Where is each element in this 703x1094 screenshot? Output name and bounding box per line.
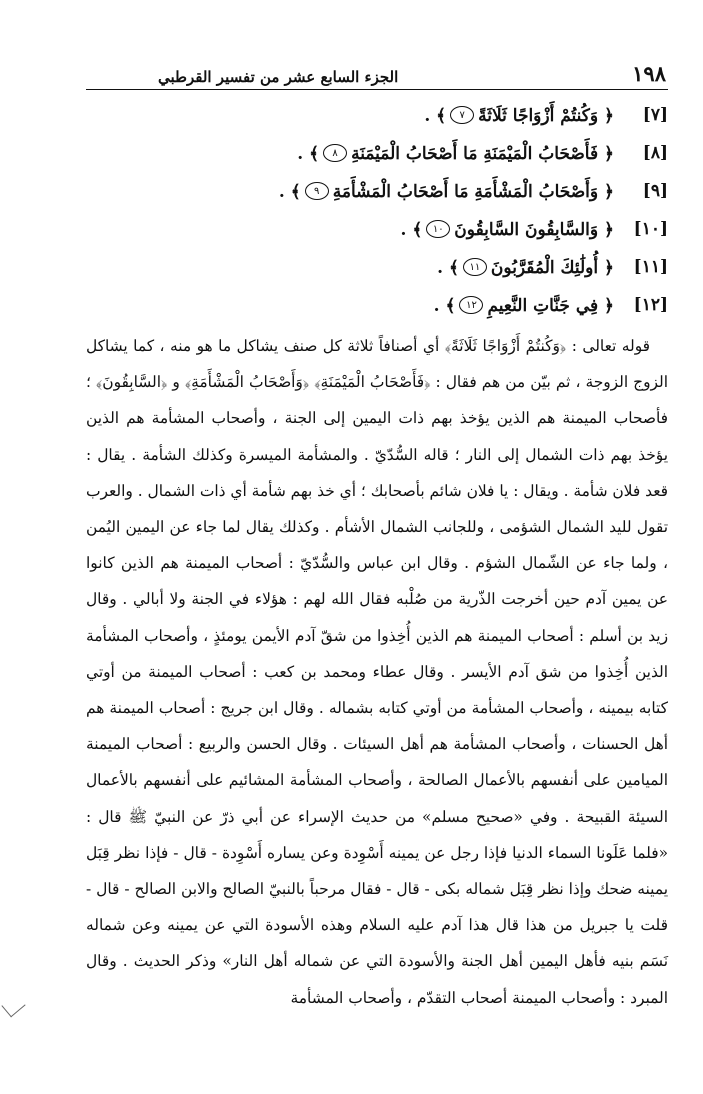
ayah-end-marker: ١٠ xyxy=(426,220,450,238)
running-title: الجزء السابع عشر من تفسير القرطبي xyxy=(158,68,399,86)
verse-number: [٧] xyxy=(642,105,668,125)
verse-text: ﴿ وَأَصْحَابُ الْمَشْأَمَةِ مَا أَصْحَابُ الْمَشْأَمَةِ xyxy=(332,181,614,202)
verse-close: ﴾ . xyxy=(297,143,320,164)
verse-number: [٩] xyxy=(642,181,668,201)
page-number: ١٩٨ xyxy=(632,61,666,86)
verse-text: ﴿ فَأَصْحَابُ الْمَيْمَنَةِ مَا أَصْحَابُ الْمَيْمَنَةِ xyxy=(351,143,614,164)
ayah-end-marker: ٨ xyxy=(323,144,347,162)
book-page xyxy=(86,56,668,1066)
page-corner-mark xyxy=(1,994,25,1018)
verse-line xyxy=(86,134,668,172)
verse-line xyxy=(86,248,668,286)
verse-line xyxy=(86,210,668,248)
commentary-body xyxy=(86,328,668,1016)
ayah-end-marker: ١٢ xyxy=(459,296,483,314)
verse-number: [١٠] xyxy=(633,219,668,239)
page-header xyxy=(86,56,668,90)
verse-line xyxy=(86,286,668,324)
verse-list xyxy=(86,96,668,324)
verse-close: ﴾ . xyxy=(433,295,456,316)
verse-line xyxy=(86,96,668,134)
verse-close: ﴾ . xyxy=(278,181,301,202)
verse-number: [٨] xyxy=(642,143,668,163)
commentary-paragraph: قوله تعالى : ﴿وَكُنتُمْ أَزْوَاجًا ثَلَاثَةً﴾ أي أصنافاً ثلاثة كل صنف يشاكل ما هو منه ، كما يشاكل الزوج الزوجة ، ثم بيّن من هم فقال : ﴿فَأَصْحَابُ الْمَيْمَنَةِ﴾ ﴿وَأَصْحَابُ الْمَشْأَمَةِ﴾ و ﴿السَّابِقُونَ﴾ ؛ فأصحاب الميمنة هم الذين يؤخذ بهم ذات اليمين إلى الجنة ، وأصحاب المشأمة هم الذين يؤخذ بهم ذات الشمال إلى النار ؛ قاله السُّدّيّ . والمشأمة الميسرة وكذلك الشأمة . يقال : قعد فلان شأمة . ويقال : يا فلان شائم بأصحابك ؛ أي خذ بهم شأمة أي ذات الشمال . والعرب تقول لليد الشمال الشؤمى ، وللجانب الشمال الأشأم . وكذلك يقال لما جاء عن اليمين اليُمن ، ولما جاء عن الشّمال الشؤم . وقال ابن عباس والسُّدّيّ : أصحاب الميمنة هم الذين كانوا عن يمين آدم حين أخرجت الذّرية من صُلْبه فقال الله لهم : هؤلاء في الجنة ولا أبالي . وقال زيد بن أسلم : أصحاب الميمنة هم الذين أُخِذوا من شقّ آدم الأيمن يومئذٍ ، وأصحاب المشأمة الذين أُخِذوا من شق آدم الأيسر . وقال عطاء ومحمد بن كعب : أصحاب الميمنة من أوتي كتابه بيمينه ، وأصحاب المشأمة من أوتي كتابه بشماله . وقال ابن جريج : أصحاب الميمنة هم أهل الحسنات ، وأصحاب المشأمة هم أهل السيئات . وقال الحسن والربيع : أصحاب الميمنة الميامين على أنفسهم بالأعمال الصالحة ، وأصحاب المشأمة المشائيم على أنفسهم بالأعمال السيئة القبيحة . وفي «صحيح مسلم» من حديث الإسراء عن أبي ذرّ عن النبيّ ﷺ قال : «فلما عَلَونا السماء الدنيا فإذا رجل عن يمينه أَسْوِدة وعن يساره أَسْوِدة - قال - فإذا نظر قِبَل يمينه ضحك وإذا نظر قِبَل شماله بكى - قال - فقال مرحباً بالنبيّ الصالح والابن الصالح - قال - قلت يا جبريل من هذا قال هذا آدم عليه السلام وهذه الأسودة التي عن يمينه وعن شماله نَسَم بنيه فأهل اليمين أهل الجنة والأسودة التي عن شماله أهل النار» وذكر الحديث . وقال المبرد : وأصحاب الميمنة أصحاب التقدّم ، وأصحاب المشأمة xyxy=(86,337,668,1007)
verse-number: [١٢] xyxy=(633,295,668,315)
verse-line xyxy=(86,172,668,210)
verse-close: ﴾ . xyxy=(424,105,447,126)
verse-close: ﴾ . xyxy=(400,219,423,240)
ayah-end-marker: ١١ xyxy=(463,258,487,276)
verse-text: ﴿ وَالسَّابِقُونَ السَّابِقُونَ xyxy=(454,219,614,240)
verse-close: ﴾ . xyxy=(437,257,459,278)
verse-text: ﴿ فِي جَنَّاتِ النَّعِيمِ xyxy=(487,295,614,316)
verse-text: ﴿ أُولَٰئِكَ الْمُقَرَّبُونَ xyxy=(490,257,614,278)
verse-number: [١١] xyxy=(633,257,668,277)
ayah-end-marker: ٩ xyxy=(305,182,329,200)
verse-text: ﴿ وَكُنتُمْ أَزْوَاجًا ثَلَاثَةً xyxy=(478,105,614,126)
ayah-end-marker: ٧ xyxy=(450,106,474,124)
